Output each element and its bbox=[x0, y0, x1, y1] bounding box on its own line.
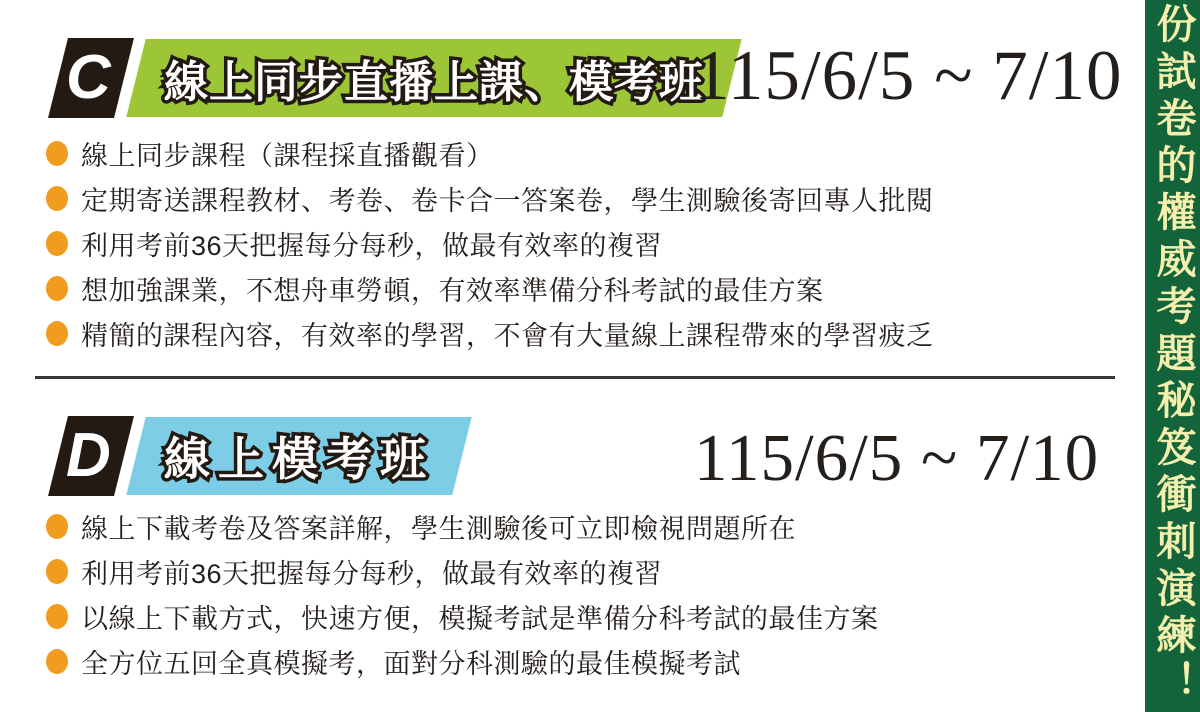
section-c-letter: C bbox=[65, 43, 111, 112]
section-c-header bbox=[0, 38, 1145, 118]
bullet-text: 全方位五回全真模擬考，面對分科測驗的最佳模擬考試 bbox=[81, 649, 741, 679]
bullet-item bbox=[46, 131, 1106, 176]
bullet-dot-icon bbox=[46, 604, 68, 629]
bullet-dot-icon bbox=[46, 559, 68, 584]
bullet-item bbox=[46, 639, 1106, 684]
bullet-dot-icon bbox=[46, 231, 68, 256]
bullet-text: 利用考前36天把握每分每秒，做最有效率的複習 bbox=[81, 231, 663, 261]
bullet-item bbox=[46, 221, 1106, 266]
bullet-item bbox=[46, 176, 1106, 221]
bullet-text: 線上同步課程（課程採直播觀看） bbox=[81, 141, 494, 171]
section-d-header bbox=[0, 416, 1145, 496]
bullet-item bbox=[46, 266, 1106, 311]
sidebar-vertical-text: 份試卷的權威考題秘笈衝刺演練！ bbox=[1151, 3, 1195, 708]
section-c-banner bbox=[126, 39, 741, 117]
bullet-text: 定期寄送課程教材、考卷、卷卡合一答案卷，學生測驗後寄回專人批閱 bbox=[81, 186, 934, 216]
bullet-text: 想加強課業，不想舟車勞頓，有效率準備分科考試的最佳方案 bbox=[81, 276, 824, 306]
bullet-item bbox=[46, 594, 1106, 639]
bullet-text: 利用考前36天把握每分每秒，做最有效率的複習 bbox=[81, 559, 663, 589]
section-c-letter-badge bbox=[48, 38, 134, 118]
bullet-dot-icon bbox=[46, 141, 68, 166]
section-d-banner bbox=[126, 417, 471, 495]
section-c-bullet-list bbox=[46, 131, 1106, 356]
bullet-text: 線上下載考卷及答案詳解，學生測驗後可立即檢視問題所在 bbox=[81, 514, 796, 544]
bullet-item bbox=[46, 311, 1106, 356]
bullet-dot-icon bbox=[46, 649, 68, 674]
bullet-item bbox=[46, 504, 1106, 549]
section-c-date-range: 115/6/5 ~ 7/10 bbox=[694, 37, 1123, 115]
section-divider bbox=[35, 376, 1115, 379]
bullet-text: 以線上下載方式，快速方便，模擬考試是準備分科考試的最佳方案 bbox=[81, 604, 879, 634]
sidebar-vertical-banner bbox=[1145, 0, 1200, 712]
bullet-dot-icon bbox=[46, 186, 68, 211]
bullet-dot-icon bbox=[46, 514, 68, 539]
section-c-banner-label: 線上同步直播上課、模考班 bbox=[164, 58, 704, 107]
bullet-text: 精簡的課程內容，有效率的學習，不會有大量線上課程帶來的學習疲乏 bbox=[81, 321, 934, 351]
bullet-dot-icon bbox=[46, 276, 68, 301]
bullet-dot-icon bbox=[46, 321, 68, 346]
section-d-letter-badge bbox=[48, 416, 134, 496]
section-d-bullet-list bbox=[46, 504, 1106, 684]
section-d-letter: D bbox=[65, 421, 111, 490]
section-d-banner-label: 線上模考班 bbox=[164, 433, 434, 485]
bullet-item bbox=[46, 549, 1106, 594]
section-d-date-range: 115/6/5 ~ 7/10 bbox=[694, 421, 1100, 495]
